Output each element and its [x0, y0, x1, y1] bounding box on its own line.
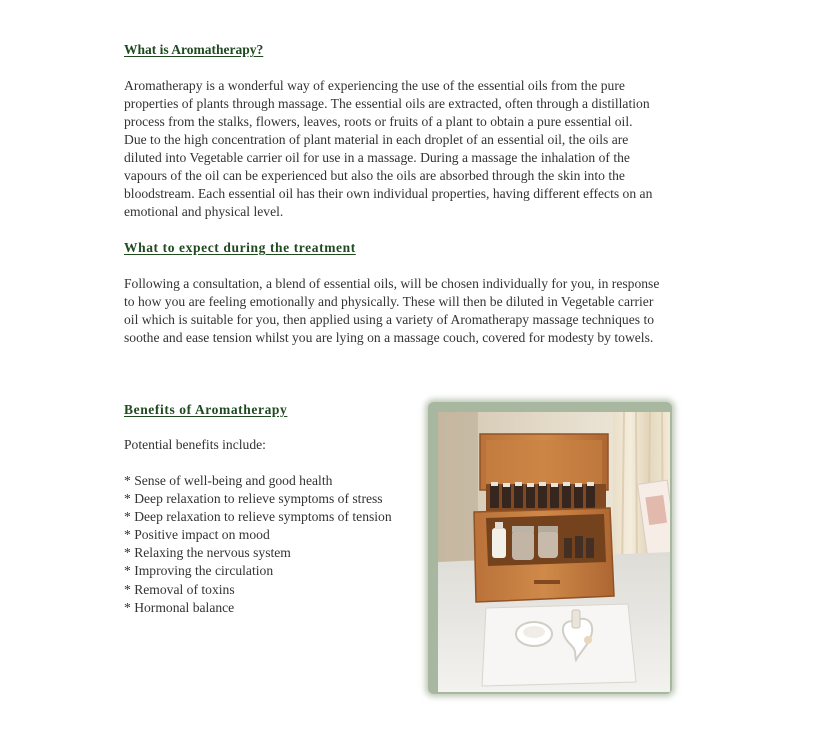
- list-item: * Hormonal balance: [124, 599, 235, 615]
- paragraph-what-is-aromatherapy: [124, 77, 714, 221]
- paragraph-line: soothe and ease tension whilst you are lying on a massage couch, covered for modesty by towels.: [124, 330, 654, 345]
- list-item: * Positive impact on mood: [124, 527, 270, 543]
- heading-what-is-aromatherapy: What is Aromatherapy?: [124, 42, 264, 57]
- paragraph-line: Following a consultation, a blend of essential oils, will be chosen individually for you, in response: [124, 276, 660, 291]
- heading-benefits: Benefits of Aromatherapy: [124, 402, 288, 417]
- benefits-intro: Potential benefits include:: [124, 437, 266, 452]
- paragraph-line: emotional and physical level.: [124, 204, 284, 219]
- paragraph-line: to how you are feeling emotionally and physically. These will then be diluted in Vegetable carrier: [124, 294, 654, 309]
- photo-softening: [438, 412, 670, 692]
- paragraph-line: oil which is suitable for you, then applied using a variety of Aromatherapy massage techniques to: [124, 312, 655, 327]
- paragraph-line: properties of plants through massage. The essential oils are extracted, often through a distillation: [124, 96, 650, 111]
- paragraph-line: process from the stalks, flowers, leaves, roots or fruits of a plant to obtain a pure essential oil.: [124, 114, 633, 129]
- paragraph-line: vapours of the oil can be experienced but also the oils are absorbed through the skin into the: [124, 168, 625, 183]
- list-item: * Deep relaxation to relieve symptoms of stress: [124, 491, 383, 507]
- paragraph-what-to-expect: [124, 275, 714, 347]
- paragraph-line: bloodstream. Each essential oil has their own individual properties, having different effects on an: [124, 186, 653, 201]
- aromatherapy-oil-box-photo: [438, 412, 670, 692]
- paragraph-line: Aromatherapy is a wonderful way of experiencing the use of the essential oils from the pure: [124, 78, 625, 93]
- paragraph-line: diluted into Vegetable carrier oil for use in a massage. During a massage the inhalation of the: [124, 150, 630, 165]
- list-item: * Deep relaxation to relieve symptoms of tension: [124, 509, 392, 525]
- list-item: * Improving the circulation: [124, 563, 274, 579]
- heading-what-to-expect: What to expect during the treatment: [124, 240, 356, 255]
- list-item: * Relaxing the nervous system: [124, 545, 291, 561]
- paragraph-line: Due to the high concentration of plant material in each droplet of an essential oil, the oils are: [124, 132, 629, 147]
- benefits-list: [124, 472, 392, 617]
- list-item: * Sense of well-being and good health: [124, 473, 333, 488]
- list-item: * Removal of toxins: [124, 581, 235, 597]
- photo-illustration: [438, 412, 670, 692]
